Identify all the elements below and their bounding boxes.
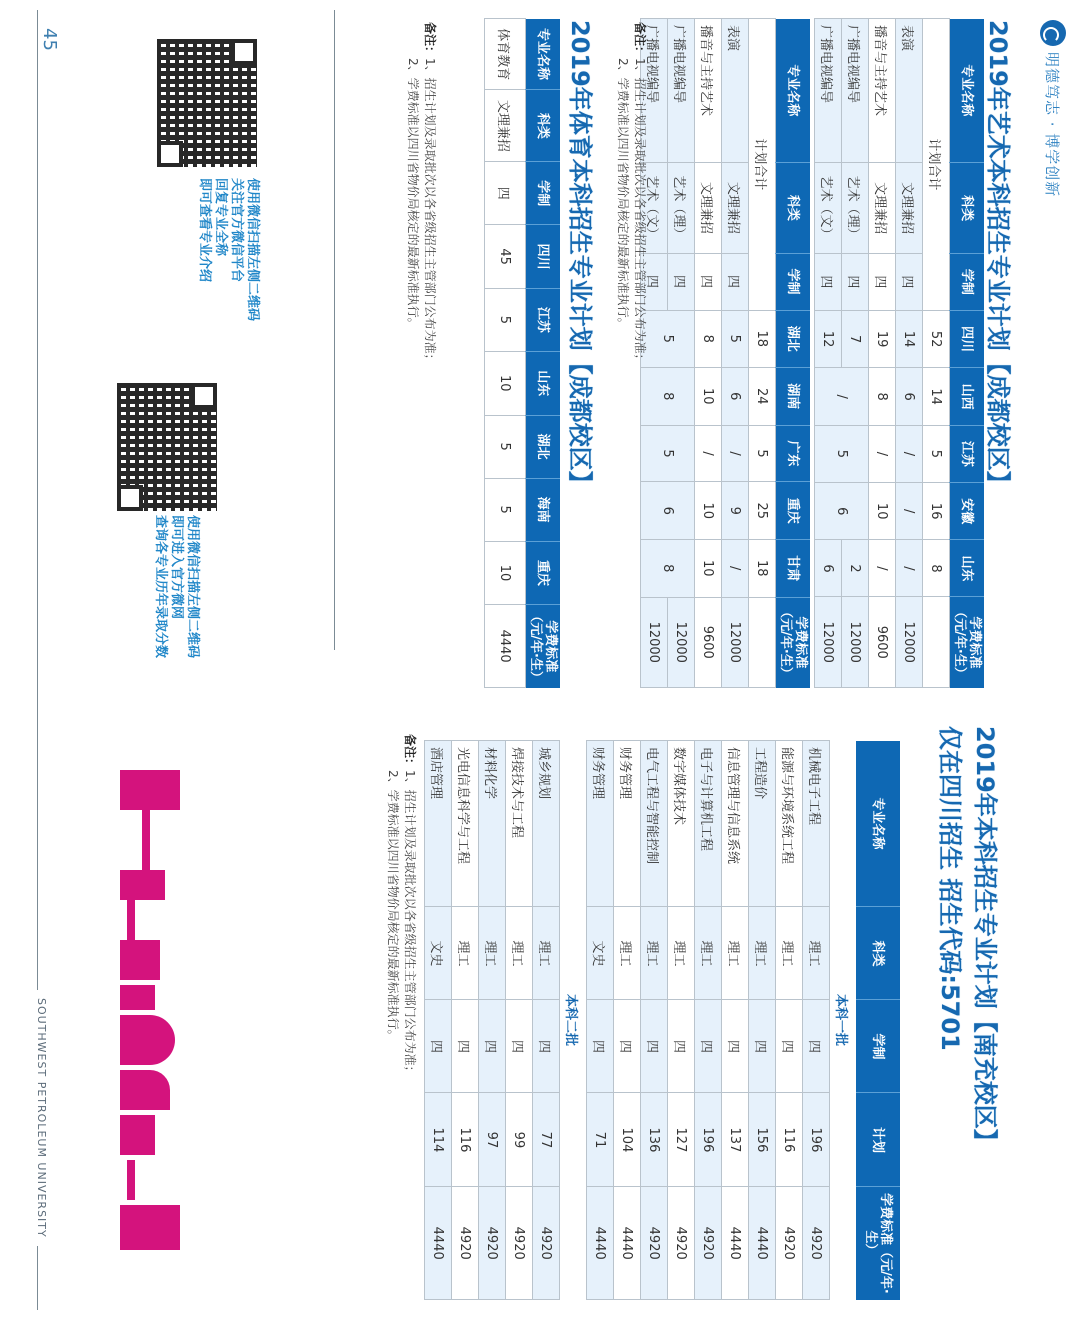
- col-major: 专业名称: [950, 19, 985, 163]
- nanchong-title: 2019年本科招生专业计划【南充校区】: [971, 726, 999, 1153]
- table-row: 播音与主持艺术 文理兼招 四 19 8 / 10 / 9600: [869, 19, 896, 688]
- art-notes: 备注：1、招生计划及录取批次以各省级招生主管部门公布为准； 2、学费标准以四川省物价局核定的最新标准执行。: [616, 22, 647, 366]
- wechat-qr-code-icon[interactable]: [154, 36, 260, 170]
- nanchong-subtitle: 仅在四川招生 招生代码:5701: [936, 726, 964, 1051]
- table-row: 广播电视编导 艺术（理） 四 5 8 5 6 8 12000: [668, 19, 695, 688]
- sports-notes: 备注：1、招生计划及录取批次以各省级招生主管部门公布为准； 2、学费标准以四川省物价局核定的最新标准执行。: [406, 22, 437, 366]
- campus-skyline-illustration: [110, 770, 190, 1260]
- divider: [334, 10, 335, 650]
- table-row: 广播电视编导 艺术（文） 四 12 6 12000: [815, 19, 842, 688]
- page-number: 45: [39, 28, 60, 51]
- nanchong-notes: 备注：1、招生计划及录取批次以各省级招生主管部门公布为准； 2、学费标准以四川省物价局核定的最新标准执行。: [386, 734, 417, 1078]
- university-name-en: SOUTHWEST PETROLEUM UNIVERSITY: [35, 990, 48, 1246]
- nanchong-table: 专业名称 科类 学制 计划 学费标准（元/年·生） 本科一批 机械电子工程 理工 四 196 4920 能源与环境系统工程 理工 四 116 4920 工程造价 理工 四 156 4440 信息管理与信息系统 理工 四 137 4440 电子与计算机工程 理工 四 196 4920 数字媒体技术 理工 四 127 4920 电气工程与智能控制 理工 四 136 4920 财务管理 理工 四 104 4440 财务管理 文史 四 71 4440 本科二批 城乡规划 理工 四 77 4920 焊接技术与工程 理工 四 99 4920 材料化学 理工 四 97 4920 光电信息科学与工程 理工 四 116 4920 酒店管理 文史 四 114 4440: [424, 740, 900, 1300]
- art-table-2: 专业名称 科类 学制 湖北 湖南 广东 重庆 甘肃 学费标准（元/年·生） 计划合计 18 24 5 25 18 表演 文理兼招 四 5 6 / 9 / 12000 播音与主持艺术 文理兼招 四 8 10 / 10 10 9600 广播电视编导 艺术（理） 四 5 8 5 6 8 12000 广播电视编导 艺术（文） 四 12000: [640, 18, 810, 688]
- table-row: 广播电视编导 艺术（文） 四 12000: [641, 19, 668, 688]
- table-row: 表演 文理兼招 四 14 6 / / / 12000: [896, 19, 923, 688]
- table-row: 能源与环境系统工程 理工 四 116 4920: [776, 741, 803, 1300]
- batch-1-label-row: 本科一批: [830, 741, 857, 1300]
- sports-table: 专业名称 科类 学制 四川 江苏 山东 湖北 海南 重庆 学费标准（元/年·生） 体育教育 文理兼招 四 45 5 10 5 5 10 4440: [484, 18, 560, 688]
- university-logo-icon: [1040, 20, 1066, 46]
- table-row: 信息管理与信息系统 理工 四 137 4440: [722, 741, 749, 1300]
- table-row: 酒店管理 文史 四 114 4440: [425, 741, 452, 1300]
- table-row-total: 计划合计 18 24 5 25 18: [749, 19, 776, 688]
- col-shanxi: 山西: [950, 368, 985, 426]
- table-row: 城乡规划 理工 四 77 4920: [533, 741, 560, 1300]
- table-row: 工程造价 理工 四 156 4440: [749, 741, 776, 1300]
- art-table-1: [814, 18, 984, 688]
- website-qr-code-icon[interactable]: [114, 380, 220, 514]
- table-row: 数字媒体技术 理工 四 127 4920: [668, 741, 695, 1300]
- col-years: 学制: [950, 253, 985, 310]
- col-shandong: 山东: [950, 540, 985, 597]
- col-anhui: 安徽: [950, 482, 985, 540]
- table-row: 广播电视编导 艺术（理） 四 7 / 5 6 2 12000: [842, 19, 869, 688]
- art-chengdu-title: 2019年艺术本科招生专业计划【成都校区】: [984, 20, 1012, 495]
- motto: 明德笃志 · 博学创新: [1043, 52, 1061, 198]
- sports-chengdu-title: 2019年体育本科招生专业计划【成都校区】: [566, 20, 594, 495]
- qr-left-text: 使用微信扫描左侧二维码 关注官方微信平台 回复专业全称 即可查看专业介绍: [197, 178, 260, 322]
- table-row: 体育教育 文理兼招 四 45 5 10 5 5 10 4440: [485, 19, 526, 688]
- table-row-total: 计划合计 52 14 5 16 8: [923, 19, 950, 688]
- col-jiangsu: 江苏: [950, 425, 985, 482]
- table-row: 财务管理 文史 四 71 4440: [587, 741, 614, 1300]
- table-row: 光电信息科学与工程 理工 四 116 4920: [452, 741, 479, 1300]
- table-row: 电子与计算机工程 理工 四 196 4920: [695, 741, 722, 1300]
- batch-2-label-row: 本科二批: [560, 741, 587, 1300]
- col-sichuan: 四川: [950, 310, 985, 368]
- table-row: 焊接技术与工程 理工 四 99 4920: [506, 741, 533, 1300]
- table-row: 电气工程与智能控制 理工 四 136 4920: [641, 741, 668, 1300]
- table-row: 播音与主持艺术 文理兼招 四 8 10 / 10 10 9600: [695, 19, 722, 688]
- table-row: 财务管理 理工 四 104 4440: [614, 741, 641, 1300]
- col-category: 科类: [950, 163, 985, 253]
- qr-right-text: 使用微信扫描左侧二维码 即可进入官方微网 查询各专业历年录取分数: [153, 515, 200, 659]
- col-fee: 学费标准（元/年·生）: [950, 597, 985, 688]
- table-row: 表演 文理兼招 四 5 6 / 9 / 12000: [722, 19, 749, 688]
- table-row: 材料化学 理工 四 97 4920: [479, 741, 506, 1300]
- table-row: 机械电子工程 理工 四 196 4920: [803, 741, 830, 1300]
